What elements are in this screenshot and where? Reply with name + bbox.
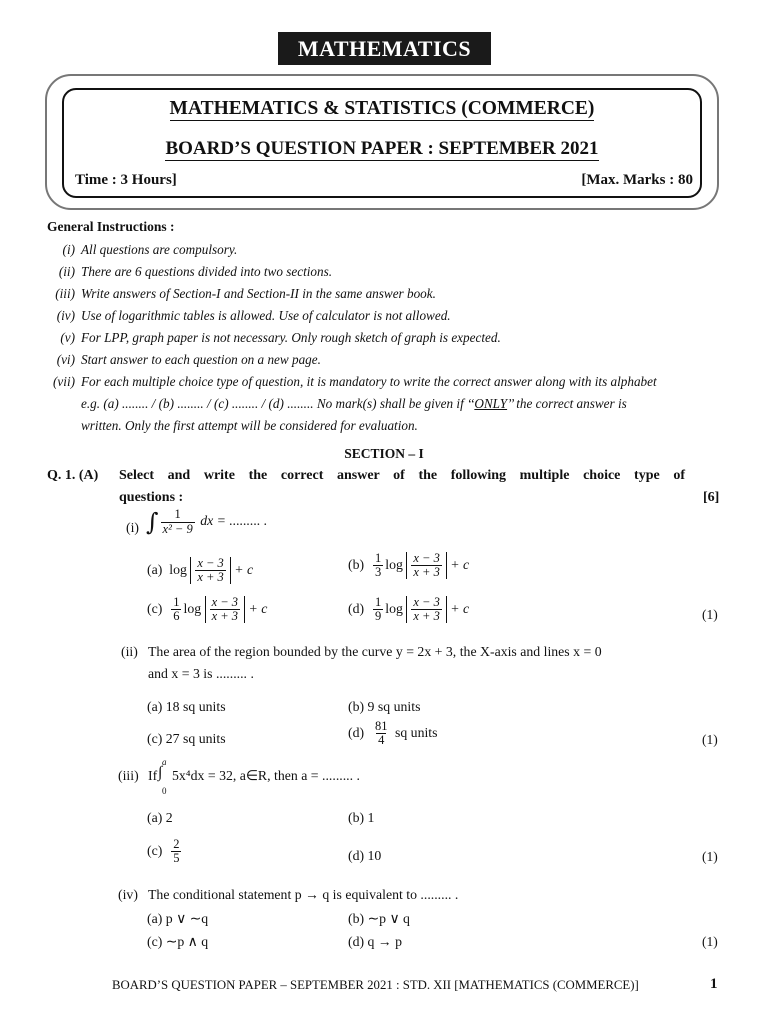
instruction-text: There are 6 questions divided into two sections.	[81, 264, 333, 279]
option-b: (b) 1	[348, 810, 375, 825]
fraction-denominator: 6	[173, 609, 180, 624]
banner-title: MATHEMATICS	[278, 32, 491, 65]
fraction-numerator: x − 3	[413, 551, 440, 565]
instruction-number: (iii)	[55, 286, 75, 301]
subquestion-text	[146, 508, 267, 536]
if-word: If	[148, 768, 158, 783]
instruction-item	[56, 308, 451, 324]
subquestion-number: (iii)	[118, 768, 139, 783]
max-marks-label: [Max. Marks : 80	[581, 172, 693, 188]
instruction-item	[62, 242, 238, 258]
option-c	[147, 596, 267, 623]
question-text: Select and write the correct answer of the following multiple choice type of	[119, 468, 685, 483]
constant-term: + c	[450, 556, 470, 572]
fraction-denominator: x + 3	[413, 609, 440, 624]
integral-tail: dx = ......... .	[200, 513, 268, 529]
instructions-heading: General Instructions :	[47, 219, 175, 234]
fraction	[373, 720, 390, 747]
log-text: log	[385, 600, 403, 616]
fraction-denominator: 3	[375, 565, 382, 580]
absolute-value	[406, 596, 446, 623]
fraction-denominator: x + 3	[197, 570, 224, 585]
log-text: log	[169, 561, 187, 577]
option-c: (c) 27 sq units	[147, 731, 226, 746]
integral-lower-limit: 0	[162, 786, 167, 796]
fraction-numerator: x − 3	[413, 595, 440, 609]
integral-sign: ∫	[158, 764, 163, 781]
page-footer: BOARD’S QUESTION PAPER – SEPTEMBER 2021 : STD. XII [MATHEMATICS (COMMERCE)]	[112, 978, 639, 992]
instruction-continuation	[81, 396, 721, 412]
fraction-denominator: 4	[378, 733, 385, 748]
question-text: questions :	[119, 490, 184, 505]
instruction-item	[55, 286, 436, 302]
fraction-denominator: x + 3	[413, 565, 440, 580]
option-d: (d) 10	[348, 848, 382, 863]
paper-title	[62, 138, 702, 160]
instruction-text: written. Only the first attempt will be considered for evaluation.	[81, 418, 418, 433]
coefficient	[373, 596, 383, 623]
option-label: (a)	[147, 561, 163, 577]
instruction-text: Start answer to each question on a new page.	[81, 352, 321, 367]
subquestion-text: The area of the region bounded by the curve y = 2x + 3, the X-axis and lines x = 0	[148, 644, 602, 659]
subquestion-text: 5x⁴dx = 32, a∈R, then a = ......... .	[172, 768, 360, 783]
coefficient	[171, 596, 181, 623]
fraction-numerator: 1	[375, 551, 382, 565]
fraction	[210, 596, 240, 623]
instruction-number: (iv)	[56, 308, 75, 323]
only-emphasis: ONLY	[474, 396, 508, 411]
option-a	[147, 557, 253, 584]
option-c	[147, 838, 183, 865]
constant-term: + c	[450, 600, 470, 616]
option-label: (b)	[348, 556, 365, 572]
option-d	[348, 596, 469, 623]
fraction-denominator: 9	[375, 609, 382, 624]
instruction-number: (i)	[62, 242, 75, 257]
fraction	[411, 596, 441, 623]
log-text: log	[183, 600, 202, 616]
marks-label: (1)	[702, 732, 718, 747]
fraction-numerator: 1	[375, 595, 382, 609]
integral-upper-limit: a	[162, 757, 167, 767]
option-a: (a) 18 sq units	[147, 699, 226, 714]
fraction-denominator: x + 3	[211, 609, 239, 624]
fraction	[411, 552, 441, 579]
subquestion-number: (iv)	[118, 887, 138, 902]
section-heading: SECTION – I	[344, 446, 424, 461]
instruction-number: (vii)	[53, 374, 75, 389]
option-tail: sq units	[394, 724, 438, 740]
instruction-text: All questions are compulsory.	[81, 242, 238, 257]
option-d	[348, 720, 438, 747]
fraction-numerator: x − 3	[197, 556, 224, 570]
instruction-text: For each multiple choice type of question, it is mandatory to write the correct answer along with its alphabet	[81, 374, 657, 389]
option-c: (c) ∼p ∧ q	[147, 934, 209, 949]
fraction-denominator: 5	[173, 851, 180, 866]
instruction-item	[58, 264, 333, 280]
option-label: (d)	[348, 600, 365, 616]
page-number: 1	[710, 976, 718, 992]
absolute-value	[406, 552, 446, 579]
option-label: (d)	[348, 724, 365, 740]
constant-term: + c	[234, 561, 254, 577]
instruction-number: (vi)	[56, 352, 75, 367]
instruction-item	[53, 374, 721, 390]
fraction	[161, 508, 195, 535]
subquestion-number: (i)	[126, 520, 140, 535]
question-marks: [6]	[703, 490, 720, 505]
fraction-numerator: 1	[173, 595, 180, 609]
question-label: Q. 1. (A)	[47, 468, 99, 483]
coefficient	[373, 552, 383, 579]
marks-label: (1)	[702, 607, 718, 622]
option-b: (b) 9 sq units	[348, 699, 421, 714]
constant-term: + c	[248, 600, 268, 616]
instruction-item	[60, 330, 501, 346]
integral-sign: ∫	[146, 508, 159, 536]
fraction	[171, 838, 181, 865]
option-a: (a) 2	[147, 810, 173, 825]
fraction-numerator: x − 3	[211, 595, 239, 609]
absolute-value	[205, 596, 245, 623]
instruction-text: For LPP, graph paper is not necessary. Only rough sketch of graph is expected.	[81, 330, 501, 345]
instruction-text: ’’ the correct answer is	[507, 396, 627, 411]
option-b	[348, 552, 469, 579]
subquestion-text: The conditional statement p → q is equivalent to ......... .	[148, 887, 459, 902]
instruction-text: e.g. (a) ........ / (b) ........ / (c) ........ / (d) ........ No mark(s) shall be given if ‘‘	[81, 396, 475, 411]
fraction	[195, 557, 225, 584]
instruction-number: (ii)	[58, 264, 75, 279]
subquestion-text: and x = 3 is ......... .	[148, 666, 254, 681]
subject-text: MATHEMATICS & STATISTICS (COMMERCE)	[169, 98, 595, 119]
fraction-numerator: 81	[375, 719, 388, 733]
fraction-numerator: 1	[174, 507, 181, 522]
instruction-continuation	[81, 418, 418, 434]
log-text: log	[385, 556, 403, 572]
paper-text: BOARD’S QUESTION PAPER : SEPTEMBER 2021	[165, 138, 599, 159]
instruction-number: (v)	[60, 330, 75, 345]
option-b: (b) ∼p ∨ q	[348, 911, 410, 926]
fraction-numerator: 2	[173, 837, 180, 851]
marks-label: (1)	[702, 849, 718, 864]
option-a: (a) p ∨ ∼q	[147, 911, 209, 926]
absolute-value	[190, 557, 230, 584]
time-label: Time : 3 Hours]	[75, 172, 177, 188]
option-label: (c)	[147, 600, 163, 616]
instruction-text: Write answers of Section-I and Section-II in the same answer book.	[81, 286, 436, 301]
instruction-item	[56, 352, 321, 368]
marks-label: (1)	[702, 934, 718, 949]
option-d: (d) q → p	[348, 934, 403, 949]
option-label: (c)	[147, 842, 163, 858]
fraction-denominator: x² − 9	[162, 521, 193, 536]
subquestion-number: (ii)	[121, 644, 138, 659]
subject-title	[62, 98, 702, 120]
instruction-text: Use of logarithmic tables is allowed. Use of calculator is not allowed.	[81, 308, 451, 323]
